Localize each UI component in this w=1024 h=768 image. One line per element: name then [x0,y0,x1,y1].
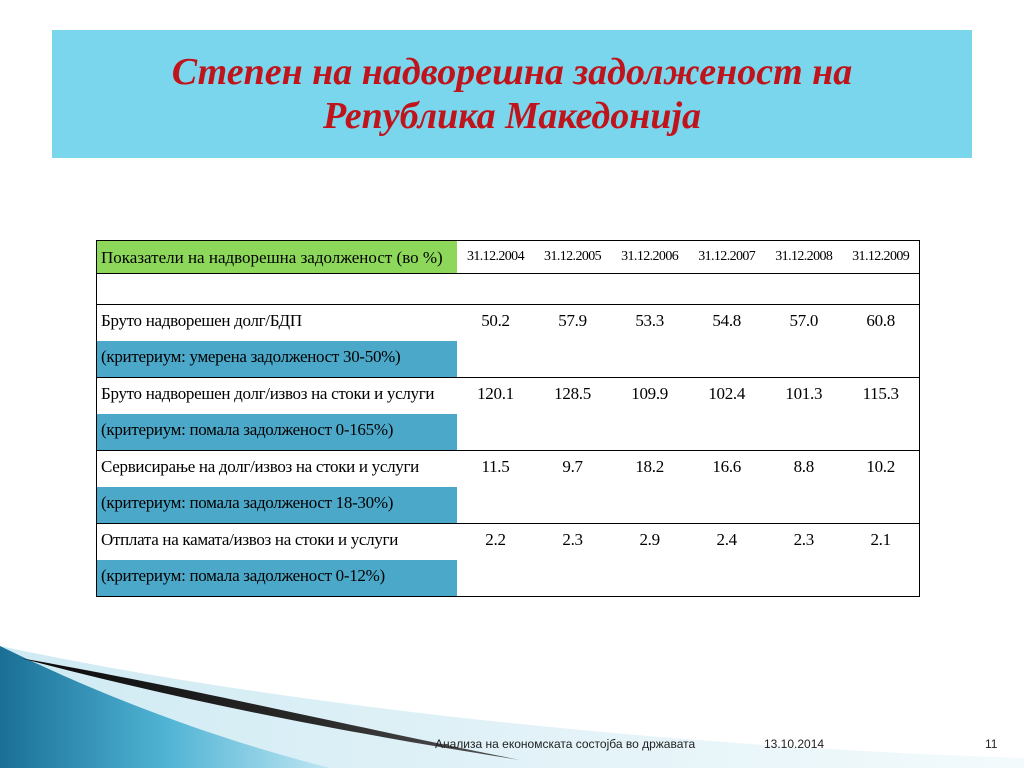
value-cell: 2.1 [842,524,919,597]
criterion-label: (критериум: помала задолженост 0-165%) [97,414,457,451]
indicator-label: Сервисирање на долг/извоз на стоки и услуги [97,451,457,488]
title-line-1: Степен на надворешна задолженост на [171,51,853,93]
indicator-label: Бруто надворешен долг/извоз на стоки и услуги [97,378,457,415]
indicator-label: Бруто надворешен долг/БДП [97,305,457,342]
criterion-label: (критериум: умерена задолженост 30-50%) [97,341,457,378]
header-label: Показатели на надворешна задолженост (во %) [97,241,457,274]
value-cell: 60.8 [842,305,919,378]
indicator-label: Отплата на камата/извоз на стоки и услуги [97,524,457,561]
table-row [97,305,920,342]
value-cell: 128.5 [534,378,611,451]
value-cell: 2.4 [688,524,765,597]
value-cell: 109.9 [611,378,688,451]
value-cell: 2.3 [765,524,842,597]
value-cell: 102.4 [688,378,765,451]
criterion-label: (критериум: помала задолженост 0-12%) [97,560,457,597]
table-row [97,451,920,488]
footer-page-number: 11 [985,737,998,751]
value-cell: 57.9 [534,305,611,378]
indicators-table-container [96,240,920,597]
header-date: 31.12.2009 [852,249,910,264]
header-date: 31.12.2008 [775,249,833,264]
value-cell: 2.9 [611,524,688,597]
indicators-table [96,240,920,597]
value-cell: 2.3 [534,524,611,597]
header-date: 31.12.2005 [544,249,602,264]
value-cell: 53.3 [611,305,688,378]
criterion-label: (критериум: помала задолженост 18-30%) [97,487,457,524]
spacer-cell [97,274,920,305]
value-cell: 54.8 [688,305,765,378]
value-cell: 8.8 [765,451,842,524]
slide-title [172,50,852,138]
value-cell: 11.5 [457,451,534,524]
spacer-row [97,274,920,305]
footer-presentation-title: Анализа на економската состојба во државата [435,737,696,751]
header-date: 31.12.2007 [698,249,756,264]
value-cell: 101.3 [765,378,842,451]
value-cell: 2.2 [457,524,534,597]
table-row [97,378,920,415]
table-header-row [97,241,920,274]
value-cell: 57.0 [765,305,842,378]
header-date: 31.12.2004 [466,249,524,264]
value-cell: 18.2 [611,451,688,524]
table-row [97,524,920,561]
value-cell: 115.3 [842,378,919,451]
header-date: 31.12.2006 [621,249,679,264]
value-cell: 9.7 [534,451,611,524]
value-cell: 10.2 [842,451,919,524]
value-cell: 16.6 [688,451,765,524]
value-cell: 50.2 [457,305,534,378]
footer-date: 13.10.2014 [764,737,825,751]
value-cell: 120.1 [457,378,534,451]
title-banner [52,30,972,158]
title-line-2: Република Македонија [322,95,702,137]
